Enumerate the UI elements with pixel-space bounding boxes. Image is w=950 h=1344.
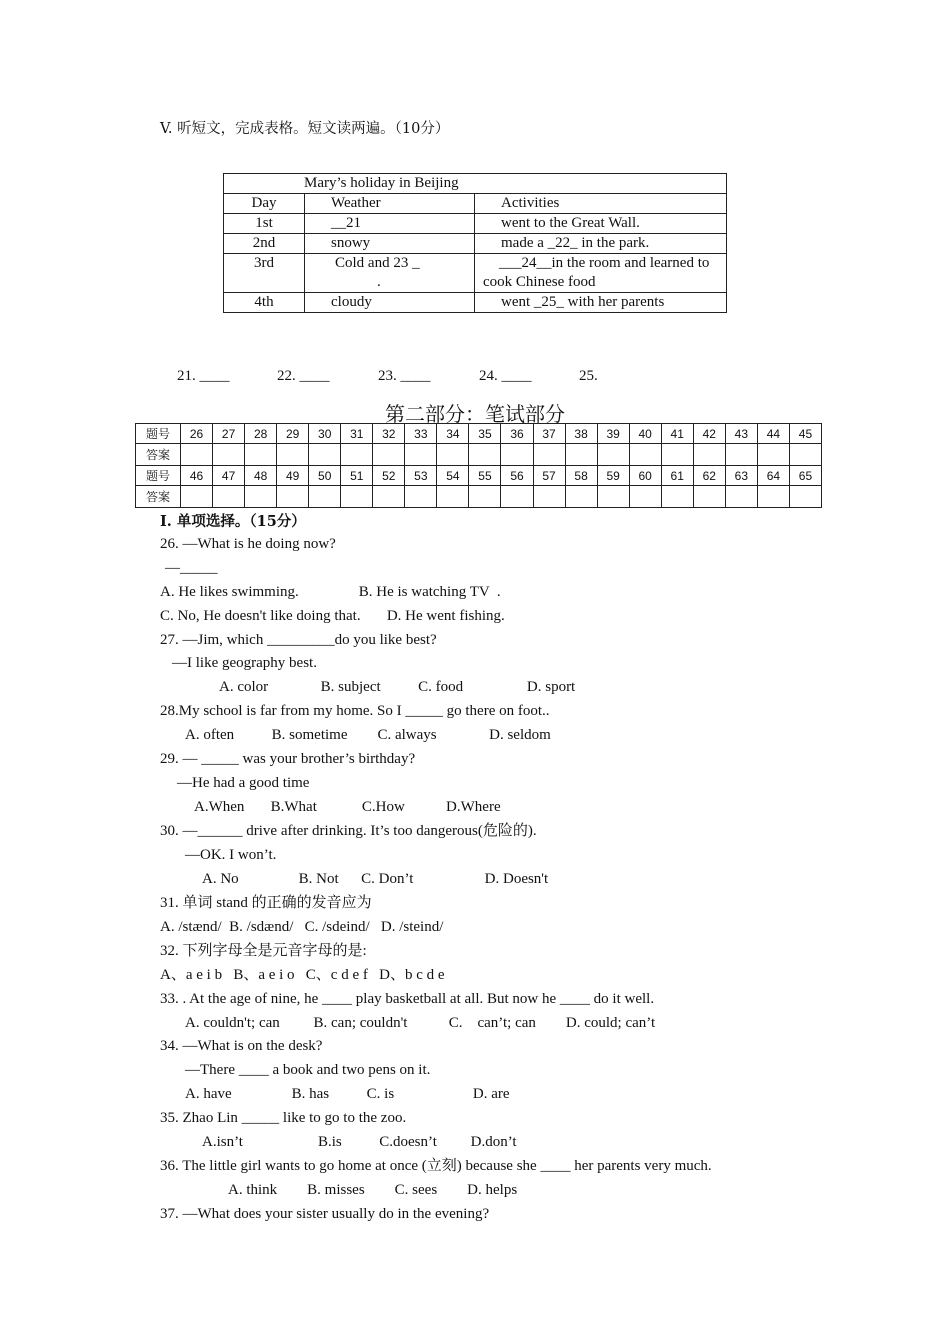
question-line: 35. Zhao Lin _____ like to go to the zoo. [160,1110,407,1126]
answer-cell [373,486,405,508]
answer-cell [341,486,373,508]
part2-heading: 第二部分：笔试部分 [385,402,565,426]
question-number-cell: 52 [373,466,405,486]
answer-cell [245,486,277,508]
question-number-cell: 59 [597,466,629,486]
answer-cell [437,444,469,466]
answer-cell [501,486,533,508]
question-line: 34. —What is on the desk? [160,1038,323,1054]
label-answer: 答案 [136,486,181,508]
answer-cell [245,444,277,466]
blank-23: 23. ____ [378,368,431,384]
question-number-cell: 37 [533,424,565,444]
question-line: 30. —______ drive after drinking. It’s too dangerous(危险的). [160,823,537,839]
question-number-cell: 35 [469,424,501,444]
answer-cell [405,444,437,466]
answer-cell [789,486,821,508]
question-line: —OK. I won’t. [185,847,277,863]
question-number-cell: 28 [245,424,277,444]
table-row: 4th cloudy went _25_ with her parents [224,293,727,313]
question-line: —There ____ a book and two pens on it. [185,1062,431,1078]
answer-cell [309,444,341,466]
answer-cell [757,444,789,466]
answer-cell [373,444,405,466]
question-number-cell: 54 [437,466,469,486]
answer-cell [309,486,341,508]
blank-21: 21. ____ [177,368,230,384]
header-day: Day [224,194,305,214]
question-line: A.isn’t B.is C.doesn’t D.don’t [202,1134,517,1150]
question-number-cell: 45 [789,424,821,444]
blank-24: 24. ____ [479,368,532,384]
label-number: 题号 [136,466,181,486]
question-number-cell: 48 [245,466,277,486]
answer-cell [597,486,629,508]
question-number-cell: 58 [565,466,597,486]
question-line: A. often B. sometime C. always D. seldom [185,727,551,743]
holiday-table [223,173,727,313]
question-number-cell: 47 [213,466,245,486]
question-line: —He had a good time [177,775,310,791]
question-number-cell: 60 [629,466,661,486]
label-number: 题号 [136,424,181,444]
answer-cell [629,444,661,466]
question-number-cell: 40 [629,424,661,444]
answer-cell [341,444,373,466]
answer-cell [725,444,757,466]
answer-cell [501,444,533,466]
answer-cell [437,486,469,508]
label-answer: 答案 [136,444,181,466]
answer-cell [725,486,757,508]
answer-cell [533,486,565,508]
table-row: 1st __21 went to the Great Wall. [224,214,727,234]
answer-cell [565,444,597,466]
question-number-cell: 49 [277,466,309,486]
answer-cell [789,444,821,466]
question-line: 26. —What is he doing now? [160,536,336,552]
listening-title: V. 听短文，完成表格。短文读两遍。（10分） [160,121,450,137]
answer-cell [757,486,789,508]
question-number-cell: 41 [661,424,693,444]
question-number-cell: 44 [757,424,789,444]
question-number-cell: 32 [373,424,405,444]
blank-25: 25. [579,368,598,384]
question-number-cell: 27 [213,424,245,444]
header-activities: Activities [475,194,727,214]
answer-cell [213,444,245,466]
question-number-cell: 36 [501,424,533,444]
question-number-cell: 33 [405,424,437,444]
question-line: 28.My school is far from my home. So I _____ go there on foot.. [160,703,550,719]
question-line: 37. —What does your sister usually do in the evening? [160,1206,490,1222]
holiday-table-title: Mary’s holiday in Beijing [224,174,727,194]
answer-cell [181,486,213,508]
answer-cell [661,486,693,508]
question-line: 33. . At the age of nine, he ____ play basketball at all. But now he ____ do it well. [160,991,655,1007]
question-line: A. No B. Not C. Don’t D. Doesn't [202,871,549,887]
question-number-cell: 53 [405,466,437,486]
question-number-cell: 55 [469,466,501,486]
answer-cell [693,486,725,508]
question-number-cell: 42 [693,424,725,444]
question-number-cell: 63 [725,466,757,486]
question-number-cell: 30 [309,424,341,444]
question-line: A. /stænd/ B. /sdænd/ C. /sdeind/ D. /steind/ [160,919,444,935]
question-line: 31. 单词 stand 的正确的发音应为 [160,895,372,911]
answer-cell [405,486,437,508]
question-line: 27. —Jim, which _________do you like best? [160,632,437,648]
question-line: —_____ [165,560,218,576]
question-line: A. color B. subject C. food D. sport [219,679,576,695]
question-number-cell: 64 [757,466,789,486]
question-number-cell: 62 [693,466,725,486]
header-weather: Weather [305,194,475,214]
answer-cell [661,444,693,466]
question-line: 36. The little girl wants to go home at once (立刻) because she ____ her parents very much. [160,1158,712,1174]
answer-cell [693,444,725,466]
answer-cell [277,444,309,466]
question-number-cell: 43 [725,424,757,444]
question-number-cell: 65 [789,466,821,486]
question-number-cell: 61 [661,466,693,486]
answer-cell [213,486,245,508]
question-line: C. No, He doesn't like doing that. D. He went fishing. [160,608,505,624]
question-number-cell: 31 [341,424,373,444]
answer-cell [597,444,629,466]
question-number-cell: 39 [597,424,629,444]
answer-cell [181,444,213,466]
question-number-cell: 50 [309,466,341,486]
question-number-cell: 26 [181,424,213,444]
question-number-cell: 29 [277,424,309,444]
question-number-cell: 51 [341,466,373,486]
question-line: 29. — _____ was your brother’s birthday? [160,751,416,767]
question-line: A.When B.What C.How D.Where [194,799,501,815]
table-row: 3rd Cold and 23 _ . ___24__in the room and learned to cook Chinese food [224,254,727,293]
question-line: A. He likes swimming. B. He is watching TV . [160,584,501,600]
question-number-cell: 34 [437,424,469,444]
question-line: A. think B. misses C. sees D. helps [228,1182,518,1198]
question-number-cell: 56 [501,466,533,486]
table-row: 2nd snowy made a _22_ in the park. [224,234,727,254]
answer-cell [469,486,501,508]
answer-cell [533,444,565,466]
answer-cell [277,486,309,508]
answer-cell [469,444,501,466]
answer-cell [565,486,597,508]
question-line: A. have B. has C. is D. are [185,1086,510,1102]
section1-title: I. 单项选择。（15分） [160,513,306,530]
question-line: A、a e i b B、a e i o C、c d e f D、b c d e [160,967,445,983]
question-line: A. couldn't; can B. can; couldn't C. can’t; can D. could; can’t [185,1015,656,1031]
question-number-cell: 38 [565,424,597,444]
question-line: 32. 下列字母全是元音字母的是: [160,943,367,959]
question-number-cell: 46 [181,466,213,486]
answer-grid [135,423,822,508]
answer-cell [629,486,661,508]
blank-22: 22. ____ [277,368,330,384]
question-line: —I like geography best. [172,655,317,671]
question-number-cell: 57 [533,466,565,486]
